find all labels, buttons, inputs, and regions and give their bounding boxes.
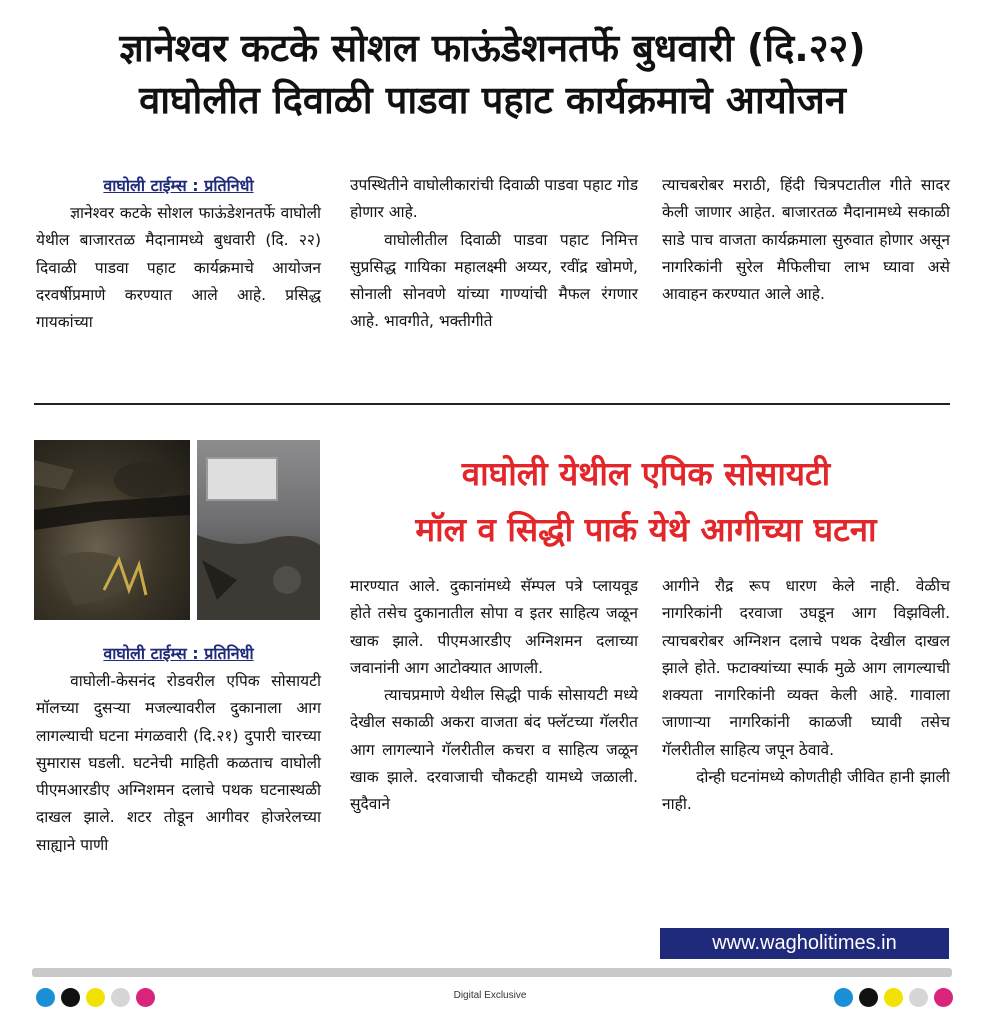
article1-col2-para-1: उपस्थितीने वाघोलीकारांची दिवाळी पाडवा पहाट गोड होणार आहे.: [350, 176, 638, 222]
fire-photo-flat-image: [197, 440, 320, 620]
fire-photo-mall: [34, 440, 190, 620]
article2-headline-line-1: वाघोली येथील एपिक सोसायटी: [461, 454, 831, 493]
fire-photo-flat: [197, 440, 320, 620]
section-divider: [34, 403, 950, 405]
article1-column-1: [36, 172, 321, 336]
registration-marks-right: [834, 988, 953, 1007]
footer-label: Digital Exclusive: [453, 990, 527, 1001]
website-banner[interactable]: www.wagholitimes.in: [660, 928, 949, 959]
article1-headline-line-2: वाघोलीत दिवाळी पाडवा पहाट कार्यक्रमाचे आयोजन: [139, 78, 846, 122]
registration-dot-cyan: [834, 988, 853, 1007]
article1-byline: वाघोली टाईम्स : प्रतिनिधी: [103, 176, 254, 195]
article2-column-3: [662, 573, 950, 819]
registration-dot-yellow: [86, 988, 105, 1007]
registration-dot-magenta: [136, 988, 155, 1007]
registration-dot-cyan: [36, 988, 55, 1007]
article2-col3-para-1: आगीने रौद्र रूप धारण केले नाही. वेळीच नागरिकांनी दरवाजा उघडून आग विझविली. त्याचबरोबर अग्निशन दलाचे पथक देखील दाखल झाले होते. फटाक्यांच्या स्पार्क मुळे आग लागल्याची शक्यता नागरिकांनी व्यक्त केली आहे. गावाला जाणाऱ्या नागरिकांनी काळजी घ्यावी तसेच गॅलरीतील साहित्य जपून ठेवावे.: [662, 577, 950, 759]
article1-col3-text: त्याचबरोबर मराठी, हिंदी चित्रपटातील गीते सादर केली जाणार आहेत. बाजारतळ मैदानामध्ये सकाळी साडे पाच वाजता कार्यक्रमाला सुरुवात होणार असून नागरिकांनी सुरेल मैफिलीचा लाभ घ्यावा असे आवाहन करण्यात आले आहे.: [662, 176, 950, 304]
article2-headline: [336, 446, 956, 558]
registration-dot-gray: [111, 988, 130, 1007]
article2-column-1: [36, 640, 321, 859]
article2-col2-para-1: मारण्यात आले. दुकानांमध्ये सॅम्पल पत्रे प्लायवूड होते तसेच दुकानातील सोपा व इतर साहित्य जळून खाक झाले. पीएमआरडीए अग्निशमन दलाच्या जवानांनी आग आटोक्यात आणली.: [350, 577, 638, 677]
article1-col1-text: ज्ञानेश्वर कटके सोशल फाऊंडेशनतर्फे वाघोली येथील बाजारतळ मैदानामध्ये बुधवारी (दि. २२) दिवाळी पाडवा पहाट कार्यक्रमाचे आयोजन दरवर्षीप्रमाणे करण्यात आले आहे. प्रसिद्ध गायकांच्या: [36, 204, 321, 332]
article2-headline-line-2: मॉल व सिद्धी पार्क येथे आगीच्या घटना: [415, 510, 877, 549]
article1-headline: [30, 22, 955, 126]
registration-dot-magenta: [934, 988, 953, 1007]
article1-headline-line-1: ज्ञानेश्वर कटके सोशल फाऊंडेशनतर्फे बुधवारी (दि.२२): [119, 26, 866, 70]
article1-column-2: [350, 172, 638, 336]
fire-photo-mall-image: [34, 440, 190, 620]
article2-col1-text: वाघोली-केसनंद रोडवरील एपिक सोसायटी मॉलच्या दुसऱ्या मजल्यावरील दुकानाला आग लागल्याची घटना मंगळवारी (दि.२१) दुपारी चारच्या सुमारास घडली. घटनेची माहिती कळताच वाघोली पीएमआरडीए अग्निशमन दलाचे पथक घटनास्थळी दाखल झाले. शटर तोडून आगीवर होजरेलच्या साह्याने पाणी: [36, 672, 321, 854]
article2-col3-para-2: दोन्ही घटनांमध्ये कोणतीही जीवित हानी झाली नाही.: [662, 768, 950, 814]
article2-byline: वाघोली टाईम्स : प्रतिनिधी: [103, 644, 254, 663]
registration-marks-left: [36, 988, 155, 1007]
article1-col2-para-2: वाघोलीतील दिवाळी पाडवा पहाट निमित्त सुप्रसिद्ध गायिका महालक्ष्मी अय्यर, रवींद्र खोमणे, सोनाली सोनवणे यांच्या गाण्यांची मैफल रंगणार आहे. भावगीते, भक्तीगीते: [350, 230, 638, 331]
registration-dot-black: [61, 988, 80, 1007]
registration-dot-black: [859, 988, 878, 1007]
bottom-bar: [32, 968, 952, 977]
registration-dot-gray: [909, 988, 928, 1007]
article2-col2-para-2: त्याचप्रमाणे येथील सिद्धी पार्क सोसायटी मध्ये देखील सकाळी अकरा वाजता बंद फ्लॅटच्या गॅलरीत आग लागल्याने गॅलरीतील कचरा व साहित्य जळून खाक झाले. दरवाजाची चौकटही यामध्ये जळाली. सुदैवाने: [350, 686, 638, 814]
article1-column-3: [662, 172, 950, 308]
article2-column-2: [350, 573, 638, 819]
registration-dot-yellow: [884, 988, 903, 1007]
